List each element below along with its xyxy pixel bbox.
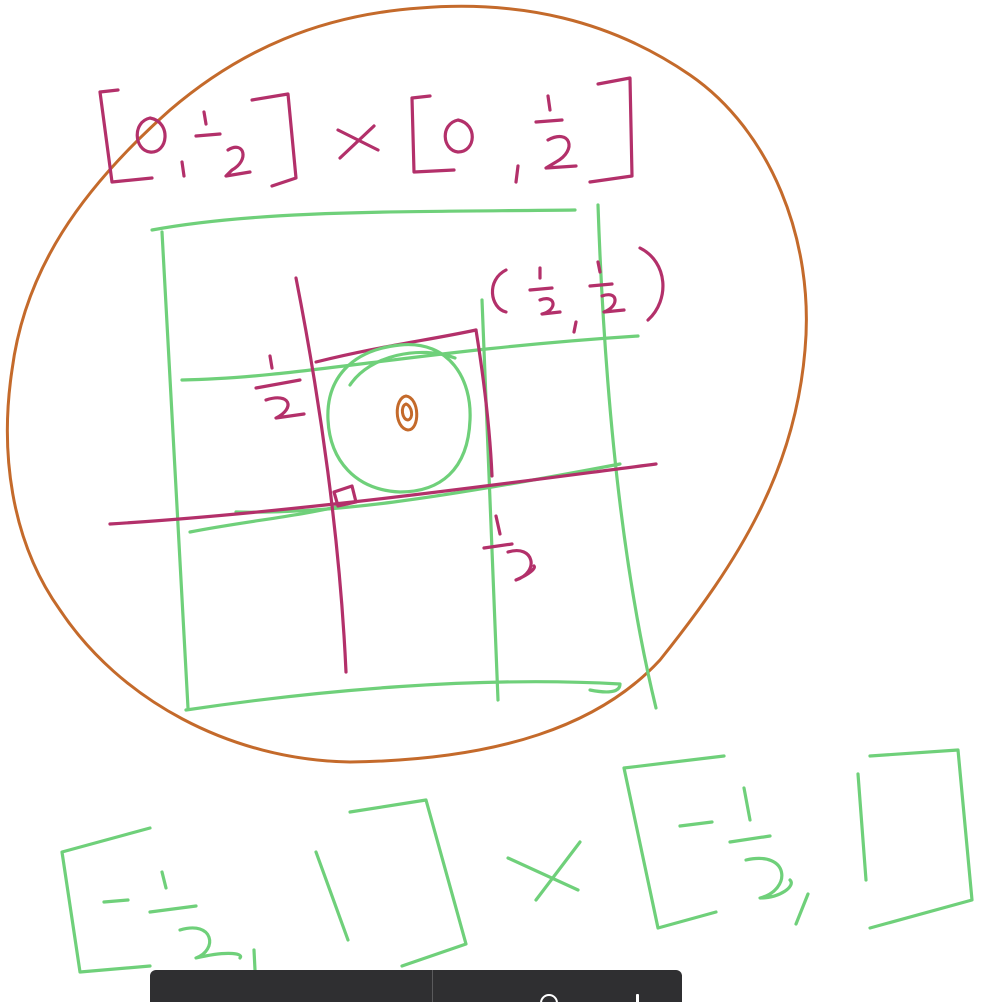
pen-tip-icon[interactable] — [636, 994, 639, 1002]
big-circle-stroke — [7, 6, 806, 762]
toolbar-divider — [432, 970, 433, 1002]
top-interval-expression — [100, 78, 632, 186]
toolbar[interactable] — [150, 970, 682, 1002]
outer-grid-rectangle — [152, 205, 656, 710]
lasso-icon[interactable] — [540, 994, 558, 1002]
center-point — [397, 396, 417, 430]
inner-axes — [110, 278, 656, 672]
bottom-interval-expression — [62, 750, 972, 990]
